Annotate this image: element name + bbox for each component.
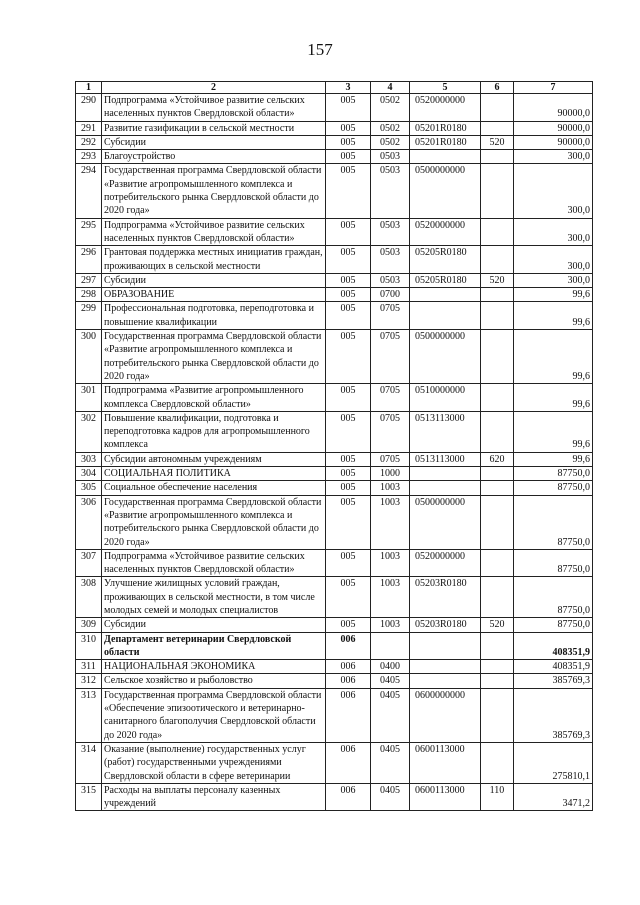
amount-cell: 300,0 <box>514 218 593 246</box>
table-row <box>76 302 593 330</box>
target-article-cell <box>410 674 481 688</box>
expense-type-cell <box>481 495 514 549</box>
row-number-cell: 306 <box>76 495 102 549</box>
target-article-cell: 0500000000 <box>410 330 481 384</box>
section-code-cell: 1000 <box>371 467 410 481</box>
department-code-cell: 006 <box>326 783 371 811</box>
table-row <box>76 164 593 218</box>
amount-cell: 300,0 <box>514 273 593 287</box>
department-code-cell: 005 <box>326 121 371 135</box>
column-header: 4 <box>371 82 410 94</box>
table-row <box>76 549 593 577</box>
department-code-cell: 005 <box>326 495 371 549</box>
target-article-cell: 0600113000 <box>410 783 481 811</box>
item-name-cell: Благоустройство <box>102 150 326 164</box>
row-number-cell: 309 <box>76 618 102 632</box>
target-article-cell <box>410 481 481 495</box>
row-number-cell: 297 <box>76 273 102 287</box>
item-name-cell: Субсидии <box>102 135 326 149</box>
item-name-cell: Субсидии <box>102 273 326 287</box>
department-code-cell: 005 <box>326 218 371 246</box>
expense-type-cell: 110 <box>481 783 514 811</box>
row-number-cell: 293 <box>76 150 102 164</box>
target-article-cell <box>410 288 481 302</box>
table-row <box>76 411 593 452</box>
table-row <box>76 384 593 412</box>
row-number-cell: 296 <box>76 246 102 274</box>
budget-table <box>75 81 593 811</box>
department-code-cell: 006 <box>326 674 371 688</box>
row-number-cell: 302 <box>76 411 102 452</box>
table-row <box>76 121 593 135</box>
expense-type-cell <box>481 288 514 302</box>
target-article-cell: 0500000000 <box>410 495 481 549</box>
amount-cell: 87750,0 <box>514 481 593 495</box>
table-row <box>76 632 593 660</box>
department-code-cell: 005 <box>326 273 371 287</box>
department-code-cell: 006 <box>326 632 371 660</box>
department-code-cell: 005 <box>326 452 371 466</box>
target-article-cell: 0600113000 <box>410 742 481 783</box>
section-code-cell: 0705 <box>371 330 410 384</box>
table-row <box>76 288 593 302</box>
row-number-cell: 294 <box>76 164 102 218</box>
expense-type-cell <box>481 164 514 218</box>
expense-type-cell <box>481 467 514 481</box>
target-article-cell <box>410 467 481 481</box>
item-name-cell: Государственная программа Свердловской области «Обеспечение эпизоотического и ветеринарно-санитарного благополучия Свердловской области до 2020 года» <box>102 688 326 742</box>
section-code-cell: 0503 <box>371 150 410 164</box>
department-code-cell: 005 <box>326 411 371 452</box>
target-article-cell <box>410 150 481 164</box>
row-number-cell: 307 <box>76 549 102 577</box>
department-code-cell: 006 <box>326 660 371 674</box>
target-article-cell: 0510000000 <box>410 384 481 412</box>
department-code-cell: 005 <box>326 150 371 164</box>
target-article-cell <box>410 660 481 674</box>
section-code-cell <box>371 632 410 660</box>
item-name-cell: Развитие газификации в сельской местности <box>102 121 326 135</box>
amount-cell: 99,6 <box>514 452 593 466</box>
table-header-row <box>76 82 593 94</box>
row-number-cell: 298 <box>76 288 102 302</box>
table-body <box>76 94 593 811</box>
item-name-cell: Департамент ветеринарии Свердловской области <box>102 632 326 660</box>
department-code-cell: 005 <box>326 467 371 481</box>
section-code-cell: 0503 <box>371 246 410 274</box>
amount-cell: 408351,9 <box>514 632 593 660</box>
amount-cell: 385769,3 <box>514 688 593 742</box>
column-header: 2 <box>102 82 326 94</box>
section-code-cell: 0705 <box>371 302 410 330</box>
item-name-cell: Повышение квалификации, подготовка и переподготовка кадров для агропромышленного комплекса <box>102 411 326 452</box>
amount-cell: 90000,0 <box>514 94 593 122</box>
department-code-cell: 005 <box>326 549 371 577</box>
amount-cell: 300,0 <box>514 164 593 218</box>
row-number-cell: 314 <box>76 742 102 783</box>
amount-cell: 87750,0 <box>514 577 593 618</box>
section-code-cell: 0405 <box>371 688 410 742</box>
section-code-cell: 0705 <box>371 452 410 466</box>
item-name-cell: Подпрограмма «Устойчивое развитие сельских населенных пунктов Свердловской области» <box>102 94 326 122</box>
amount-cell: 99,6 <box>514 288 593 302</box>
item-name-cell: Субсидии автономным учреждениям <box>102 452 326 466</box>
expense-type-cell: 520 <box>481 618 514 632</box>
amount-cell: 3471,2 <box>514 783 593 811</box>
amount-cell: 300,0 <box>514 246 593 274</box>
target-article-cell: 0520000000 <box>410 549 481 577</box>
row-number-cell: 301 <box>76 384 102 412</box>
amount-cell: 99,6 <box>514 384 593 412</box>
department-code-cell: 006 <box>326 688 371 742</box>
amount-cell: 300,0 <box>514 150 593 164</box>
amount-cell: 87750,0 <box>514 495 593 549</box>
amount-cell: 90000,0 <box>514 135 593 149</box>
item-name-cell: НАЦИОНАЛЬНАЯ ЭКОНОМИКА <box>102 660 326 674</box>
section-code-cell: 1003 <box>371 549 410 577</box>
row-number-cell: 304 <box>76 467 102 481</box>
department-code-cell: 005 <box>326 94 371 122</box>
section-code-cell: 1003 <box>371 618 410 632</box>
amount-cell: 90000,0 <box>514 121 593 135</box>
expense-type-cell <box>481 632 514 660</box>
table-row <box>76 273 593 287</box>
row-number-cell: 290 <box>76 94 102 122</box>
department-code-cell: 005 <box>326 164 371 218</box>
item-name-cell: Улучшение жилищных условий граждан, проживающих в сельской местности, в том числе молодых семей и молодых специалистов <box>102 577 326 618</box>
department-code-cell: 005 <box>326 481 371 495</box>
department-code-cell: 006 <box>326 742 371 783</box>
amount-cell: 408351,9 <box>514 660 593 674</box>
table-row <box>76 218 593 246</box>
amount-cell: 99,6 <box>514 302 593 330</box>
expense-type-cell <box>481 94 514 122</box>
item-name-cell: Субсидии <box>102 618 326 632</box>
row-number-cell: 305 <box>76 481 102 495</box>
amount-cell: 275810,1 <box>514 742 593 783</box>
column-header: 7 <box>514 82 593 94</box>
target-article-cell: 0513113000 <box>410 452 481 466</box>
table-row <box>76 742 593 783</box>
table-row <box>76 467 593 481</box>
table-row <box>76 481 593 495</box>
item-name-cell: Оказание (выполнение) государственных услуг (работ) государственными учреждениями Свердловской области в сфере ветеринарии <box>102 742 326 783</box>
expense-type-cell <box>481 577 514 618</box>
table-row <box>76 495 593 549</box>
target-article-cell: 0520000000 <box>410 94 481 122</box>
section-code-cell: 0503 <box>371 218 410 246</box>
row-number-cell: 311 <box>76 660 102 674</box>
item-name-cell: Государственная программа Свердловской области «Развитие агропромышленного комплекса и потребительского рынка Свердловской области до 2020 года» <box>102 495 326 549</box>
target-article-cell <box>410 302 481 330</box>
amount-cell: 87750,0 <box>514 549 593 577</box>
section-code-cell: 0700 <box>371 288 410 302</box>
department-code-cell: 005 <box>326 330 371 384</box>
target-article-cell: 0520000000 <box>410 218 481 246</box>
amount-cell: 87750,0 <box>514 618 593 632</box>
expense-type-cell <box>481 660 514 674</box>
item-name-cell: Грантовая поддержка местных инициатив граждан, проживающих в сельской местности <box>102 246 326 274</box>
item-name-cell: Государственная программа Свердловской области «Развитие агропромышленного комплекса и потребительского рынка Свердловской области до 2020 года» <box>102 330 326 384</box>
item-name-cell: Профессиональная подготовка, переподготовка и повышение квалификации <box>102 302 326 330</box>
table-row <box>76 577 593 618</box>
expense-type-cell: 520 <box>481 135 514 149</box>
section-code-cell: 0705 <box>371 411 410 452</box>
section-code-cell: 0405 <box>371 674 410 688</box>
expense-type-cell <box>481 218 514 246</box>
table-row <box>76 330 593 384</box>
target-article-cell: 05205R0180 <box>410 273 481 287</box>
section-code-cell: 0705 <box>371 384 410 412</box>
column-header: 3 <box>326 82 371 94</box>
item-name-cell: Социальное обеспечение населения <box>102 481 326 495</box>
row-number-cell: 303 <box>76 452 102 466</box>
amount-cell: 99,6 <box>514 411 593 452</box>
department-code-cell: 005 <box>326 288 371 302</box>
expense-type-cell <box>481 411 514 452</box>
section-code-cell: 0502 <box>371 94 410 122</box>
section-code-cell: 1003 <box>371 481 410 495</box>
row-number-cell: 312 <box>76 674 102 688</box>
section-code-cell: 0502 <box>371 135 410 149</box>
expense-type-cell <box>481 688 514 742</box>
expense-type-cell: 520 <box>481 273 514 287</box>
expense-type-cell <box>481 549 514 577</box>
department-code-cell: 005 <box>326 384 371 412</box>
row-number-cell: 310 <box>76 632 102 660</box>
target-article-cell: 05203R0180 <box>410 618 481 632</box>
column-header: 5 <box>410 82 481 94</box>
target-article-cell: 0513113000 <box>410 411 481 452</box>
target-article-cell: 05205R0180 <box>410 246 481 274</box>
section-code-cell: 0400 <box>371 660 410 674</box>
section-code-cell: 0503 <box>371 273 410 287</box>
row-number-cell: 300 <box>76 330 102 384</box>
row-number-cell: 295 <box>76 218 102 246</box>
expense-type-cell <box>481 674 514 688</box>
target-article-cell: 0600000000 <box>410 688 481 742</box>
department-code-cell: 005 <box>326 618 371 632</box>
amount-cell: 87750,0 <box>514 467 593 481</box>
row-number-cell: 313 <box>76 688 102 742</box>
table-row <box>76 150 593 164</box>
item-name-cell: Расходы на выплаты персоналу казенных учреждений <box>102 783 326 811</box>
table-row <box>76 674 593 688</box>
row-number-cell: 291 <box>76 121 102 135</box>
row-number-cell: 308 <box>76 577 102 618</box>
row-number-cell: 299 <box>76 302 102 330</box>
table-row <box>76 688 593 742</box>
section-code-cell: 0502 <box>371 121 410 135</box>
item-name-cell: СОЦИАЛЬНАЯ ПОЛИТИКА <box>102 467 326 481</box>
column-header: 6 <box>481 82 514 94</box>
page-number: 157 <box>307 40 333 59</box>
target-article-cell: 05201R0180 <box>410 135 481 149</box>
section-code-cell: 1003 <box>371 577 410 618</box>
expense-type-cell <box>481 150 514 164</box>
section-code-cell: 1003 <box>371 495 410 549</box>
amount-cell: 385769,3 <box>514 674 593 688</box>
department-code-cell: 005 <box>326 246 371 274</box>
amount-cell: 99,6 <box>514 330 593 384</box>
column-header: 1 <box>76 82 102 94</box>
row-number-cell: 315 <box>76 783 102 811</box>
row-number-cell: 292 <box>76 135 102 149</box>
item-name-cell: Сельское хозяйство и рыболовство <box>102 674 326 688</box>
expense-type-cell <box>481 384 514 412</box>
department-code-cell: 005 <box>326 135 371 149</box>
table-row <box>76 618 593 632</box>
target-article-cell: 05201R0180 <box>410 121 481 135</box>
table-row <box>76 135 593 149</box>
department-code-cell: 005 <box>326 302 371 330</box>
expense-type-cell <box>481 742 514 783</box>
target-article-cell: 05203R0180 <box>410 577 481 618</box>
table-row <box>76 452 593 466</box>
item-name-cell: Подпрограмма «Развитие агропромышленного комплекса Свердловской области» <box>102 384 326 412</box>
table-row <box>76 660 593 674</box>
expense-type-cell <box>481 121 514 135</box>
expense-type-cell <box>481 246 514 274</box>
expense-type-cell <box>481 481 514 495</box>
item-name-cell: Подпрограмма «Устойчивое развитие сельских населенных пунктов Свердловской области» <box>102 549 326 577</box>
section-code-cell: 0503 <box>371 164 410 218</box>
target-article-cell: 0500000000 <box>410 164 481 218</box>
table-row <box>76 246 593 274</box>
item-name-cell: Подпрограмма «Устойчивое развитие сельских населенных пунктов Свердловской области» <box>102 218 326 246</box>
item-name-cell: ОБРАЗОВАНИЕ <box>102 288 326 302</box>
section-code-cell: 0405 <box>371 742 410 783</box>
item-name-cell: Государственная программа Свердловской области «Развитие агропромышленного комплекса и потребительского рынка Свердловской области до 2020 года» <box>102 164 326 218</box>
expense-type-cell: 620 <box>481 452 514 466</box>
expense-type-cell <box>481 302 514 330</box>
section-code-cell: 0405 <box>371 783 410 811</box>
department-code-cell: 005 <box>326 577 371 618</box>
table-row <box>76 783 593 811</box>
target-article-cell <box>410 632 481 660</box>
table-row <box>76 94 593 122</box>
expense-type-cell <box>481 330 514 384</box>
